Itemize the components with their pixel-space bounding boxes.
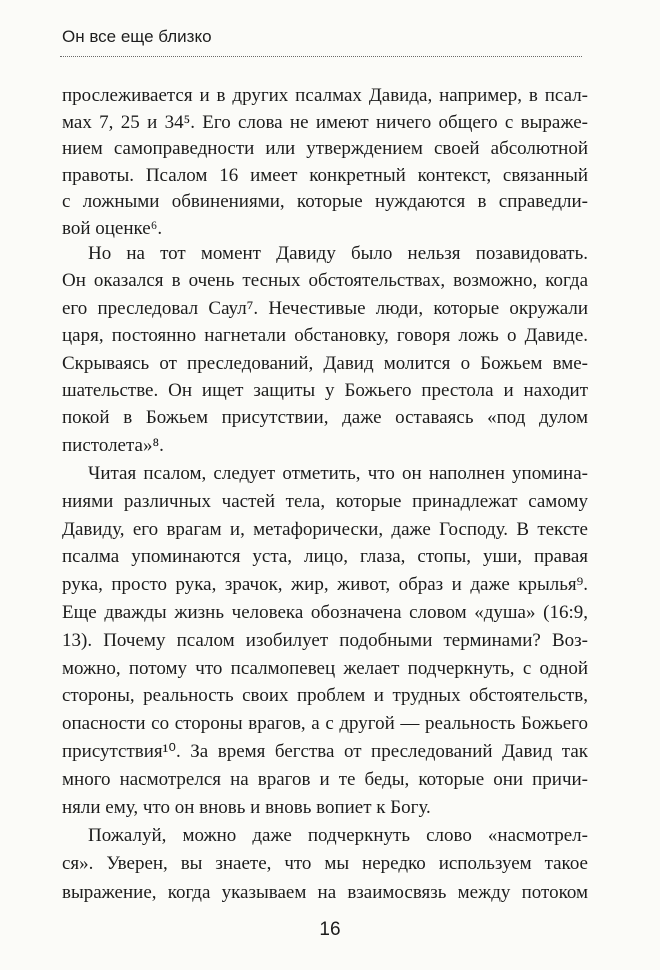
text-line: стороны, реальность своих проблем и трудных обстоятельств,	[62, 685, 588, 707]
text-line: ся». Уверен, вы знаете, что мы нередко используем такое	[62, 853, 588, 875]
text-line: Читая псалом, следует отметить, что он наполнен упомина-	[88, 463, 588, 484]
text-line: няли ему, что он вновь и вновь вопиет к Богу.	[62, 796, 431, 818]
paragraph	[62, 240, 588, 459]
text-line: шательстве. Он ищет защиты у Божьего престола и находит	[62, 380, 588, 402]
text-line: его преследовал Саул⁷. Нечестивые люди, которые окружали	[62, 297, 588, 319]
text-line: рука, просто рука, зрачок, жир, живот, образ и даже крылья⁹.	[62, 574, 588, 596]
text-line: Он оказался в очень тесных обстоятельствах, возможно, когда	[62, 270, 588, 292]
text-line: нием самоправедности или утверждением своей абсолютной	[62, 138, 588, 160]
text-line: Еще дважды жизнь человека обозначена словом «душа» (16:9,	[62, 601, 588, 623]
text-line: Но на тот момент Давиду было нельзя позавидовать.	[88, 243, 588, 264]
text-line: правоты. Псалом 16 имеет конкретный контекст, связанный	[62, 164, 588, 186]
text-line: много насмотрелся на врагов и те беды, которые они причи-	[62, 768, 588, 790]
text-line: Скрываясь от преследований, Давид молится о Божьем вме-	[62, 352, 588, 374]
text-line: покой в Божьем присутствии, даже оставаясь «под дулом	[62, 407, 588, 429]
running-title: Он все еще близко	[62, 27, 212, 46]
text-line: ниями различных частей тела, которые принадлежат самому	[62, 490, 588, 512]
text-line: с ложными обвинениями, которые нуждаются в справедли-	[62, 191, 588, 213]
text-line: опасности со стороны врагов, а с другой — реальность Божьего	[62, 713, 588, 735]
page-number: 16	[319, 919, 341, 940]
text-line: царя, постоянно нагнетали обстановку, говоря ложь о Давиде.	[62, 325, 588, 347]
text-line: присутствия¹⁰. За время бегства от преследований Давид так	[62, 740, 588, 762]
header-rule	[60, 56, 582, 57]
paragraph	[62, 822, 588, 907]
text-line: пистолета»⁸.	[62, 434, 164, 456]
text-line: прослеживается и в других псалмах Давида, например, в псал-	[62, 85, 588, 106]
text-line: можно, потому что псалмопевец желает подчеркнуть, с одной	[62, 657, 588, 679]
text-line: вой оценке⁶.	[62, 217, 163, 239]
text-line: Пожалуй, можно даже подчеркнуть слово «насмотрел-	[88, 825, 588, 846]
text-line: Давиду, его врагам и, метафорически, даже Господу. В тексте	[62, 518, 588, 540]
text-line: мах 7, 25 и 34⁵. Его слова не имеют ничего общего с выраже-	[62, 111, 588, 133]
text-line: выражение, когда указываем на взаимосвязь между потоком	[62, 881, 588, 903]
text-line: псалма упоминаются уста, лицо, глаза, стопы, уши, правая	[62, 546, 588, 568]
paragraph	[62, 83, 588, 243]
paragraph	[62, 460, 588, 821]
text-line: 13). Почему псалом изобилует подобными терминами? Воз-	[62, 629, 588, 651]
